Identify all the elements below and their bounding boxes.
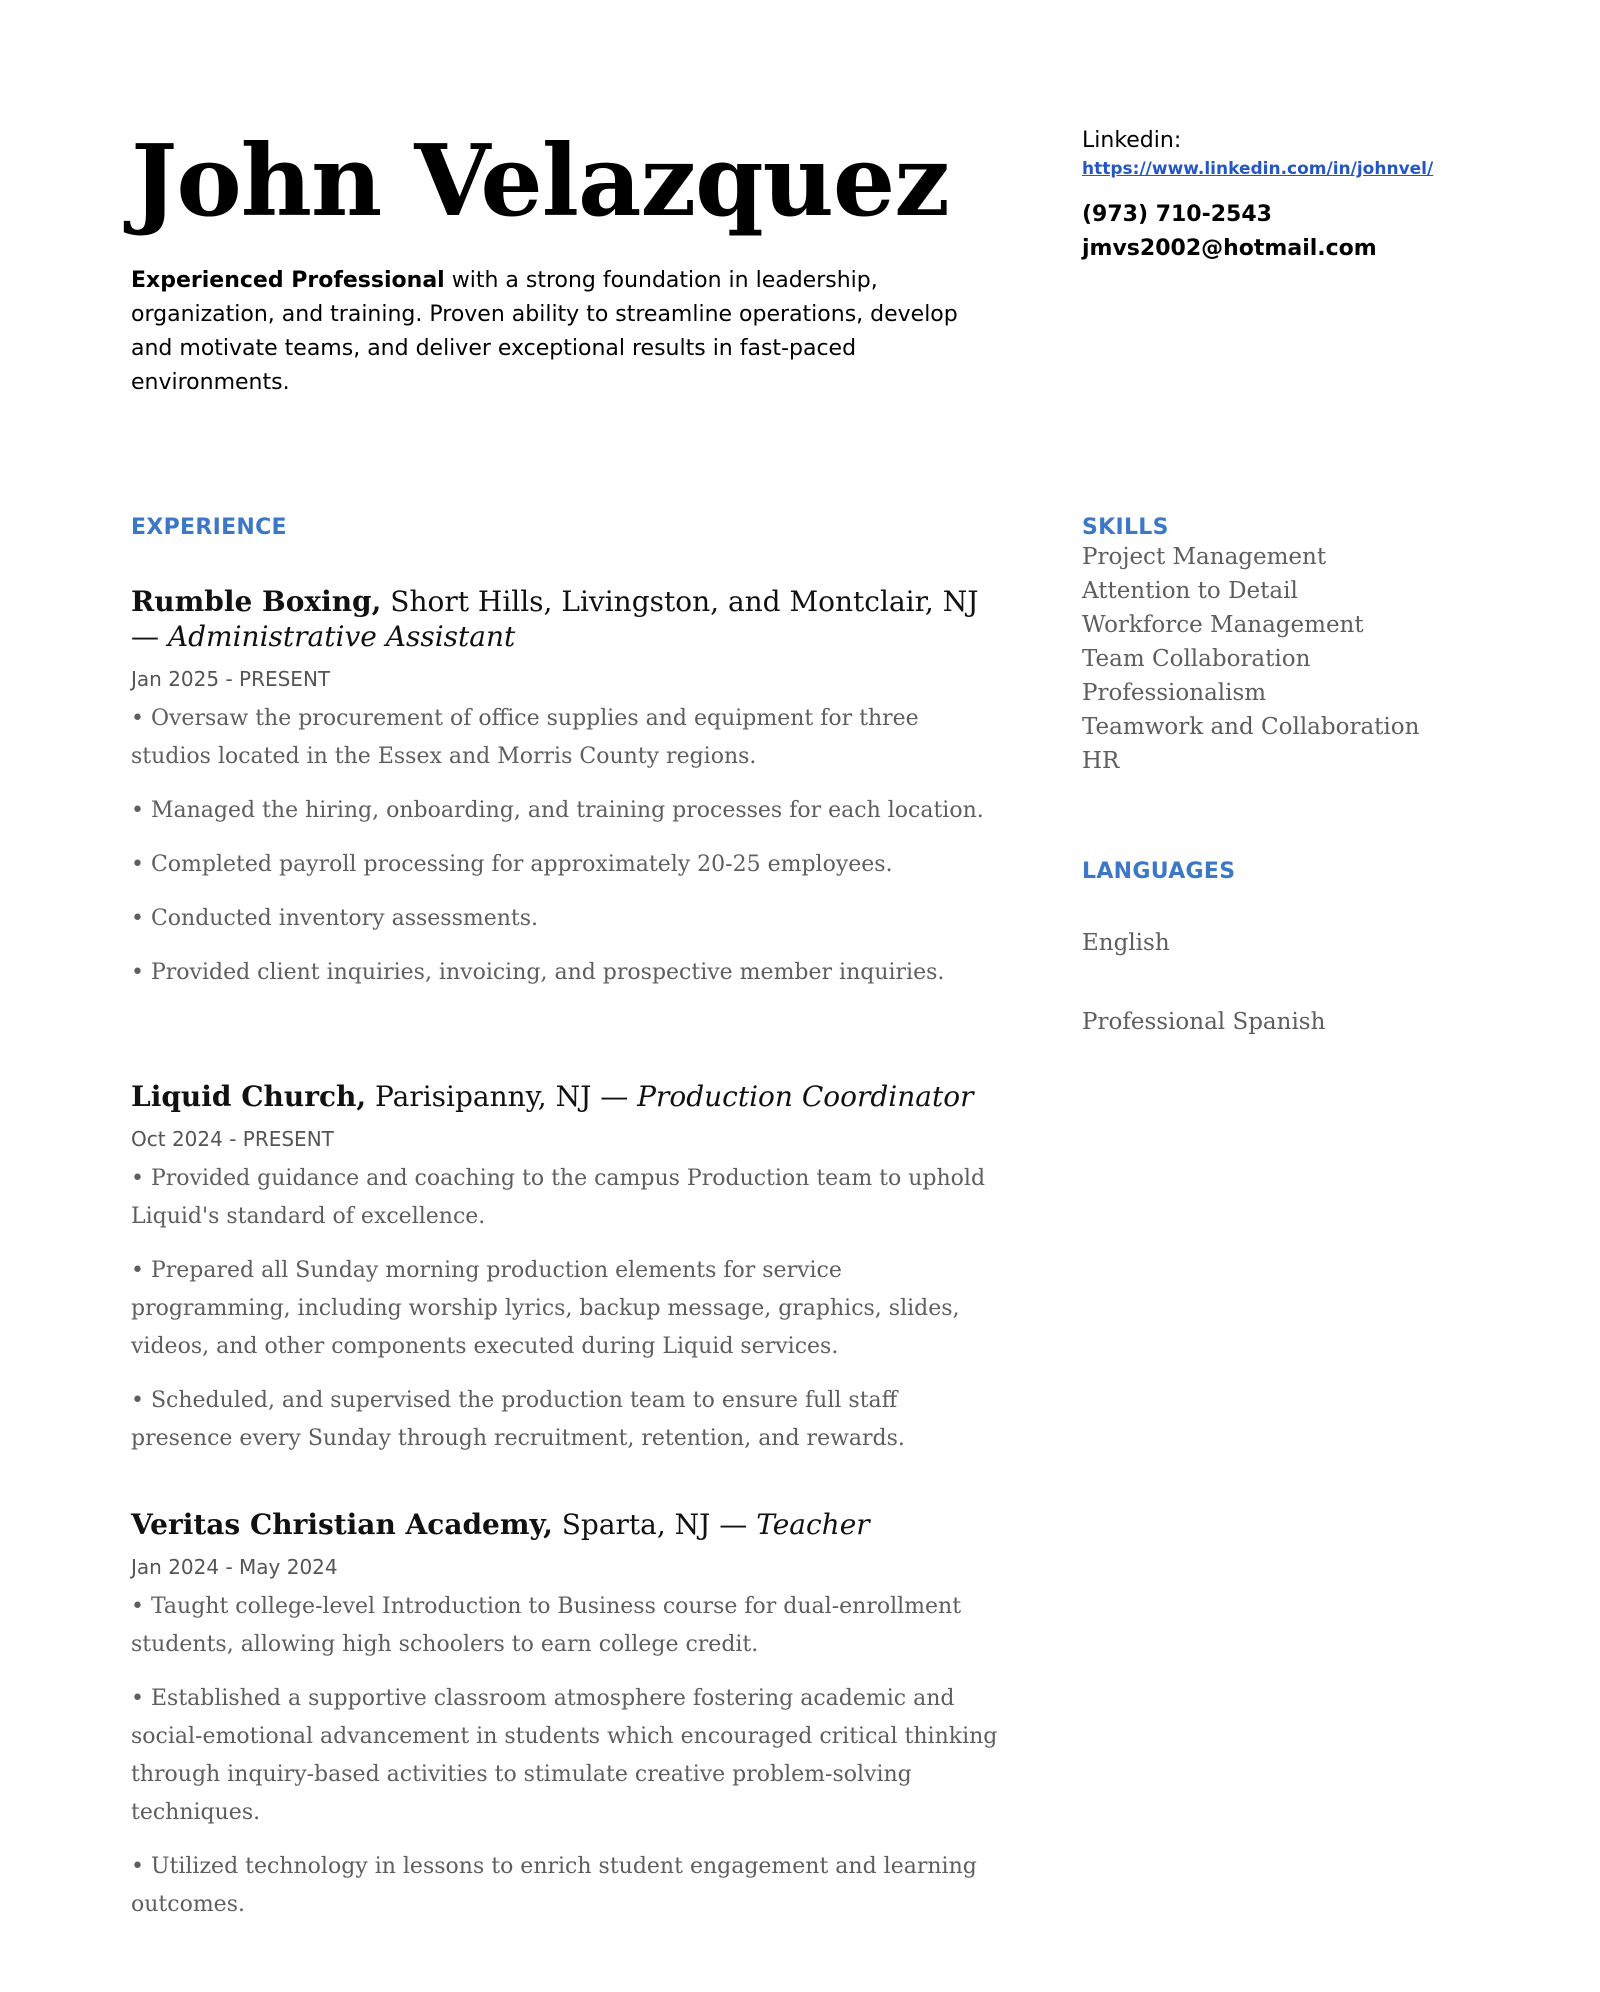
email-address: jmvs2002@hotmail.com: [1082, 236, 1377, 261]
job-dates: Jan 2024 - May 2024: [131, 1555, 338, 1579]
skill-item: Team Collaboration: [1082, 646, 1311, 672]
job-entry: [131, 584, 1001, 1008]
linkedin-label: Linkedin:: [1082, 128, 1182, 153]
job-role: Production Coordinator: [637, 1080, 974, 1113]
job-location: Sparta, NJ: [552, 1508, 711, 1541]
bullet-item: • Utilized technology in lessons to enrich student engagement and learning outcomes.: [131, 1854, 977, 1917]
job-bullets: [131, 1588, 1001, 1924]
title-separator: —: [591, 1080, 638, 1113]
summary-text: with a strong foundation in leadership, organization, and training. Proven ability to streamline operations, develop and motivate teams, and deliver exceptional results in fast-paced environments.: [131, 267, 958, 395]
phone-number: (973) 710-2543: [1082, 202, 1272, 227]
job-entry: [131, 1079, 1001, 1474]
bullet-item: • Established a supportive classroom atmosphere fostering academic and social-emotional advancement in students which encouraged critical thinking through inquiry-based activities to stimulate creative problem-solving techniques.: [131, 1686, 998, 1825]
company-name: Veritas Christian Academy,: [131, 1508, 553, 1541]
job-role: Teacher: [756, 1508, 870, 1541]
contact-block: [1082, 126, 1522, 266]
bullet-item: • Provided guidance and coaching to the campus Production team to uphold Liquid's standard of excellence.: [131, 1166, 986, 1229]
job-title-line: [131, 584, 1001, 654]
job-role: Administrative Assistant: [167, 620, 516, 653]
candidate-name: John Velazquez: [131, 124, 949, 239]
skill-item: Teamwork and Collaboration: [1082, 714, 1420, 740]
bullet-item: • Taught college-level Introduction to Business course for dual-enrollment students, allowing high schoolers to earn college credit.: [131, 1594, 962, 1657]
linkedin-link[interactable]: https://www.linkedin.com/in/johnvel/: [1082, 159, 1434, 179]
job-title-line: [131, 1507, 1001, 1542]
languages-heading: LANGUAGES: [1082, 859, 1236, 884]
skill-item: Professionalism: [1082, 680, 1267, 706]
language-item: English: [1082, 930, 1170, 956]
bullet-item: • Provided client inquiries, invoicing, and prospective member inquiries.: [131, 960, 945, 985]
skill-item: Project Management: [1082, 544, 1327, 570]
job-location: Parisipanny, NJ: [366, 1080, 592, 1113]
bullet-item: • Scheduled, and supervised the production team to ensure full staff presence every Sunday through recruitment, retention, and rewards.: [131, 1388, 905, 1451]
job-bullets: [131, 700, 1001, 992]
company-name: Rumble Boxing,: [131, 585, 382, 618]
job-dates: Jan 2025 - PRESENT: [131, 667, 331, 691]
bullet-item: • Managed the hiring, onboarding, and training processes for each location.: [131, 798, 984, 823]
summary-lead: Experienced Professional: [131, 267, 445, 293]
skills-list: [1082, 540, 1522, 778]
skill-item: Workforce Management: [1082, 612, 1364, 638]
company-name: Liquid Church,: [131, 1080, 367, 1113]
header-block: [131, 124, 1001, 400]
skills-heading: SKILLS: [1082, 515, 1169, 540]
skill-item: Attention to Detail: [1082, 578, 1298, 604]
bullet-item: • Oversaw the procurement of office supplies and equipment for three studios located in the Essex and Morris County regions.: [131, 706, 919, 769]
job-location: Short Hills, Livingston, and Montclair, NJ: [381, 585, 979, 618]
experience-heading: EXPERIENCE: [131, 515, 287, 540]
job-title-line: [131, 1079, 1001, 1114]
title-separator: —: [131, 620, 168, 653]
skill-item: HR: [1082, 748, 1120, 774]
bullet-item: • Completed payroll processing for approximately 20-25 employees.: [131, 852, 893, 877]
job-dates: Oct 2024 - PRESENT: [131, 1127, 334, 1151]
bullet-item: • Prepared all Sunday morning production elements for service programming, including worship lyrics, backup message, graphics, slides, videos, and other components executed during Liquid services.: [131, 1258, 960, 1359]
job-entry: [131, 1507, 1001, 1940]
bullet-item: • Conducted inventory assessments.: [131, 906, 539, 931]
language-item: Professional Spanish: [1082, 1009, 1326, 1035]
title-separator: —: [710, 1508, 757, 1541]
job-bullets: [131, 1160, 1001, 1458]
professional-summary: [131, 264, 971, 400]
